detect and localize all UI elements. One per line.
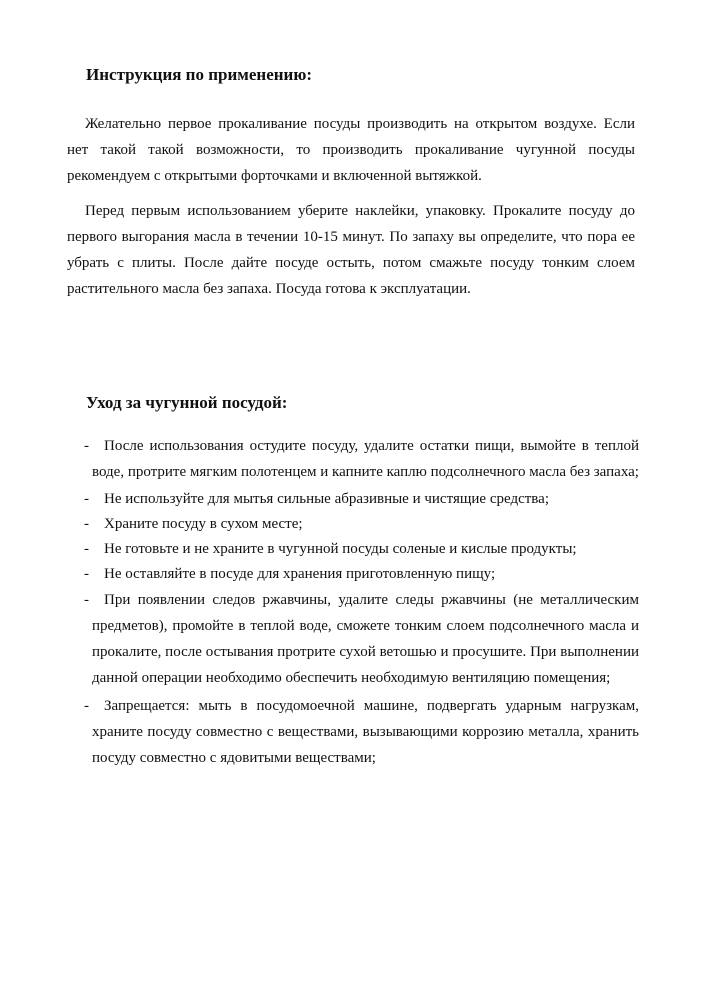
care-item-text: Не оставляйте в посуде для хранения приготовленную пищу; — [104, 566, 496, 582]
bullet-dash: - — [84, 698, 89, 714]
care-list — [84, 433, 639, 773]
bullet-dash: - — [84, 491, 89, 507]
care-item-text: Не используйте для мытья сильные абразивные и чистящие средства; — [104, 491, 550, 507]
instructions-paragraph: Перед первым использованием уберите наклейки, упаковку. Прокалите посуду до первого выгорания масла в течении 10-15 минут. По запаху вы определите, что пора ее убрать с плиты. После дайте посуде остыть, потом смажьте посуду тонким слоем растительного масла без запаха. Посуда готова к эксплуатации. — [67, 203, 635, 297]
care-list-item — [84, 433, 639, 485]
care-item-text: После использования остудите посуду, удалите остатки пищи, вымойте в теплой воде, протрите мягким полотенцем и капните каплю подсолнечного масла без запаха; — [92, 438, 639, 480]
care-item-text: Запрещается: мыть в посудомоечной машине, подвергать ударным нагрузкам, храните посуду совместно с веществами, вызывающими коррозию металла, хранить посуду совместно с ядовитыми веществами; — [92, 698, 639, 766]
care-item-text: При появлении следов ржавчины, удалите следы ржавчины (не металлическим предметов), промойте в теплой воде, сможете тонким слоем подсолнечного масла и прокалите, после остывания протрите сухой ветошью и просушите. При выполнении данной операции необходимо обеспечить необходимую вентиляцию помещения; — [92, 592, 639, 686]
care-list-item — [84, 587, 639, 691]
care-heading: Уход за чугунной посудой: — [86, 393, 288, 412]
instructions-paragraph: Желательно первое прокаливание посуды производить на открытом воздухе. Если нет такой такой возможности, то производить прокаливание чугунной посуды рекомендуем с открытыми форточками и включенной вытяжкой. — [67, 116, 635, 184]
care-list-item — [84, 537, 639, 562]
care-list-item — [84, 487, 639, 512]
care-list-item — [84, 562, 639, 587]
care-item-text: Не готовьте и не храните в чугунной посуды соленые и кислые продукты; — [104, 541, 577, 557]
bullet-dash: - — [84, 438, 89, 454]
bullet-dash: - — [84, 592, 89, 608]
bullet-dash: - — [84, 541, 89, 557]
care-item-text: Храните посуду в сухом месте; — [104, 516, 303, 532]
bullet-dash: - — [84, 566, 89, 582]
care-list-item — [84, 512, 639, 537]
care-list-item — [84, 693, 639, 771]
instructions-heading: Инструкция по применению: — [86, 65, 312, 84]
bullet-dash: - — [84, 516, 89, 532]
